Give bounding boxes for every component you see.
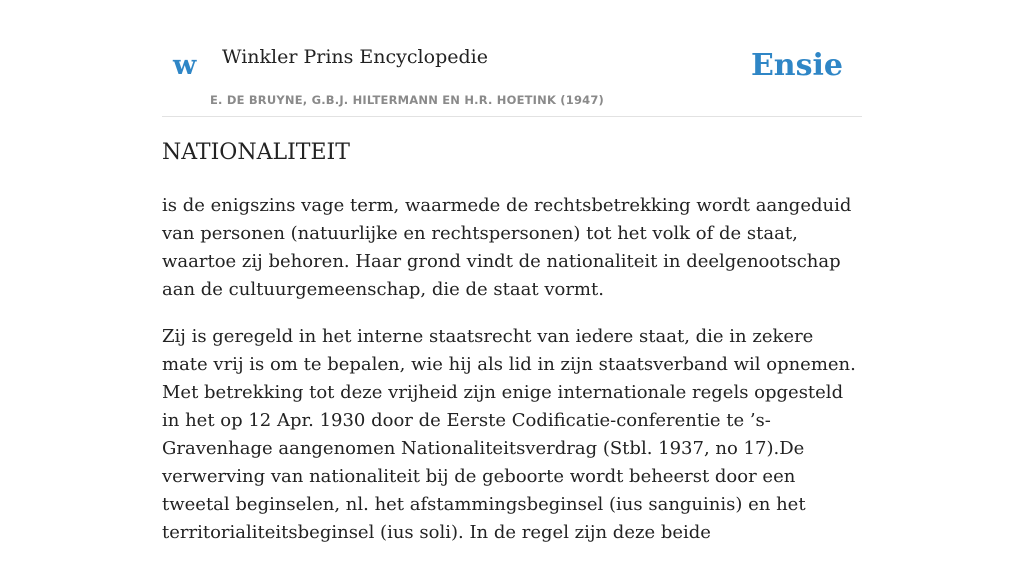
source-authors: E. DE BRUYNE, G.B.J. HILTERMANN EN H.R. HOETINK (1947) <box>210 93 605 107</box>
winkler-prins-logo[interactable]: w <box>173 50 197 81</box>
entry-title: NATIONALITEIT <box>162 140 350 165</box>
entry-paragraph: Zij is geregeld in het interne staatsrecht van iedere staat, die in zekere mate vrij is om te bepalen, wie hij als lid in zijn staatsverband wil opnemen. Met betrekking tot deze vrijheid zijn enige internationale regels opgesteld in het op 12 Apr. 1930 door de Eerste Codificatie-conferentie te ’s-Gravenhage aangenomen Nationaliteitsverdrag (Stbl. 1937, no 17).De verwerving van nationaliteit bij de geboorte wordt beheerst door een tweetal beginselen, nl. het afstammingsbeginsel (ius sanguinis) en het territorialiteitsbeginsel (ius soli). In de regel zijn deze beide <box>162 326 856 543</box>
source-title[interactable]: Winkler Prins Encyclopedie <box>222 46 488 68</box>
ensie-brand-logo[interactable]: Ensie <box>750 48 843 83</box>
source-header <box>162 40 862 117</box>
entry-body <box>162 192 862 566</box>
entry-paragraph: is de enigszins vage term, waarmede de rechtsbetrekking wordt aangeduid van personen (natuurlijke en rechtspersonen) tot het volk of de staat, waartoe zij behoren. Haar grond vindt de nationaliteit in deelgenootschap aan de cultuurgemeenschap, die de staat vormt. <box>162 195 852 300</box>
